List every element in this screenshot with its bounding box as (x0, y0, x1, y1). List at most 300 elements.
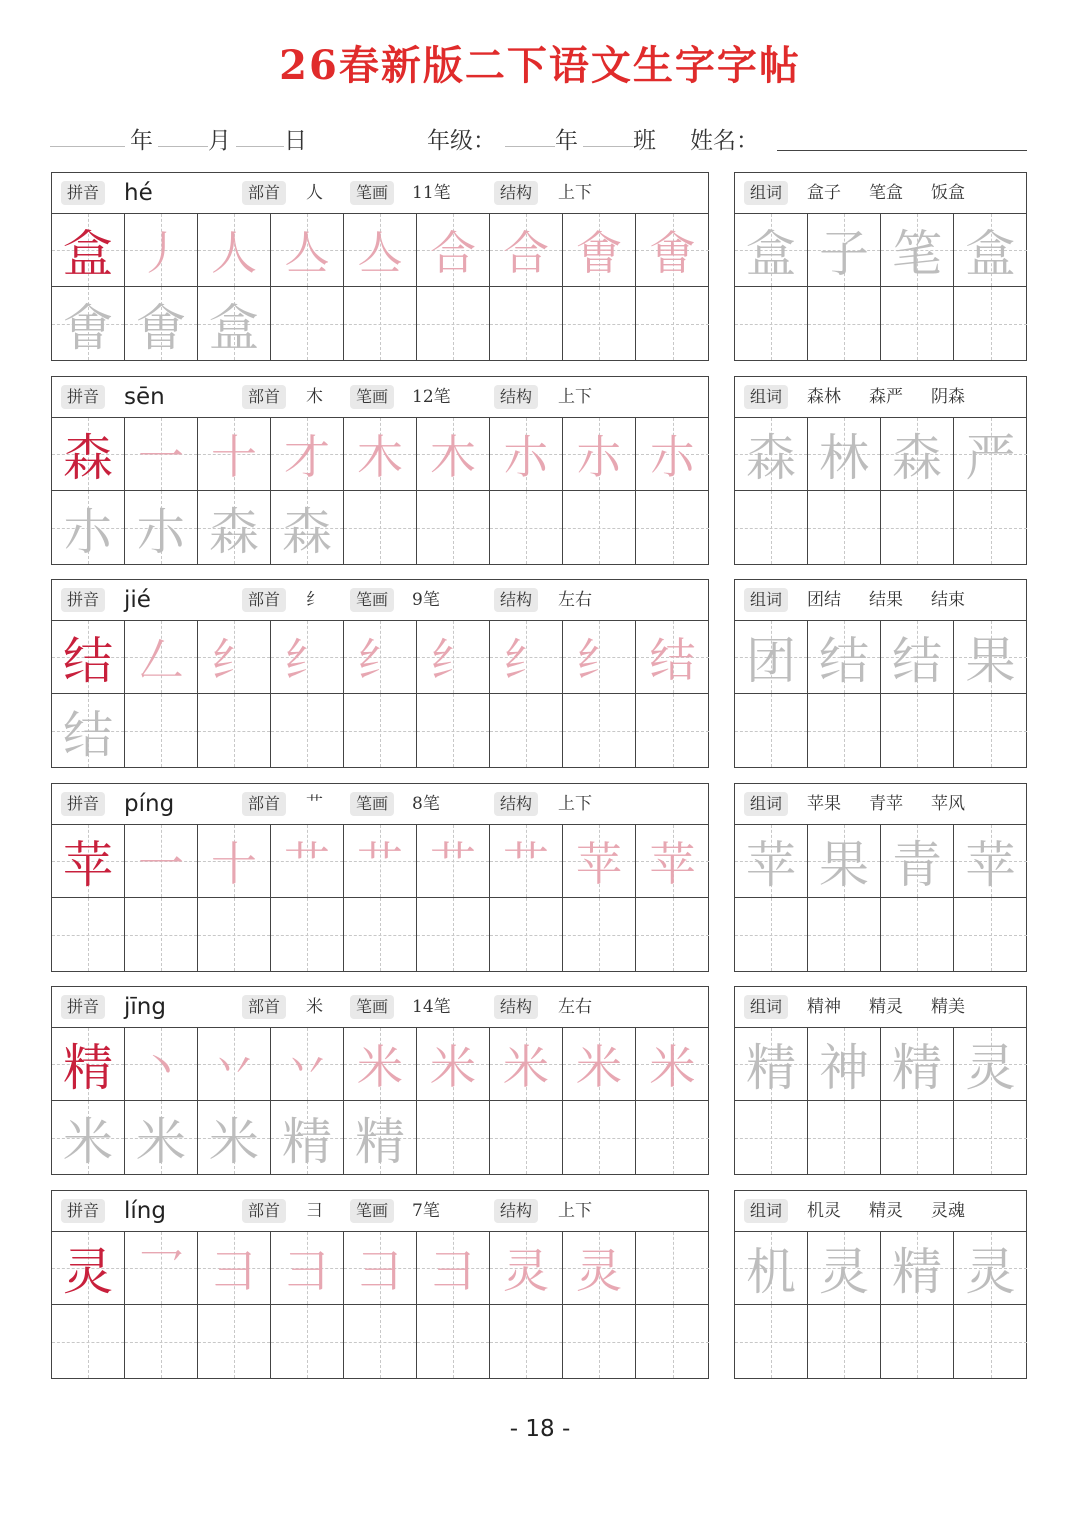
structure-value: 左右 (558, 997, 592, 1017)
writing-cell[interactable] (52, 694, 125, 767)
cell-char: 森 (63, 429, 113, 487)
word-writing-cell[interactable] (735, 694, 808, 767)
word-writing-cell[interactable] (954, 287, 1027, 360)
writing-cell[interactable] (271, 694, 344, 767)
word-writing-cell[interactable] (881, 1232, 954, 1305)
writing-cell[interactable] (271, 1232, 344, 1305)
structure-value: 上下 (558, 794, 592, 814)
writing-cell[interactable] (490, 418, 563, 491)
writing-cell[interactable] (417, 491, 490, 564)
char-info-header (52, 173, 708, 214)
writing-cell[interactable] (271, 1101, 344, 1174)
cell-char: 彐 (357, 1244, 403, 1298)
model-char-cell[interactable] (52, 1028, 125, 1101)
word-writing-cell[interactable] (881, 491, 954, 564)
writing-cell[interactable] (636, 1101, 709, 1174)
writing-cell[interactable] (271, 898, 344, 971)
year-label: 年 (130, 128, 153, 154)
word-writing-cell[interactable] (808, 214, 881, 287)
cell-char: 灵 (503, 1244, 549, 1298)
writing-cell[interactable] (52, 1101, 125, 1174)
cell-char: 丿 (138, 226, 184, 280)
strokes-label: 笔画 (350, 995, 394, 1019)
tian-grid (52, 825, 709, 971)
cell-char: 艹 (430, 837, 476, 891)
page-number: - 18 - (509, 1416, 571, 1442)
writing-cell[interactable] (417, 825, 490, 898)
word-writing-cell[interactable] (881, 1305, 954, 1378)
writing-cell[interactable] (198, 694, 271, 767)
word-writing-cell[interactable] (735, 1232, 808, 1305)
strokes-value: 8笔 (412, 794, 440, 814)
char-info-header (52, 377, 708, 418)
word-practice-box (734, 783, 1027, 972)
word-grid (735, 621, 1027, 767)
writing-cell[interactable] (125, 418, 198, 491)
writing-cell[interactable] (344, 1232, 417, 1305)
cell-char: 米 (209, 1112, 259, 1171)
strokes-label: 笔画 (350, 588, 394, 612)
cell-char: 盒 (746, 225, 796, 283)
word-writing-cell[interactable] (735, 214, 808, 287)
radical-label: 部首 (242, 181, 286, 205)
cell-char: 合 (503, 226, 549, 280)
writing-cell[interactable] (125, 621, 198, 694)
word-writing-cell[interactable] (954, 491, 1027, 564)
strokes-value: 12笔 (412, 387, 451, 407)
word-writing-cell[interactable] (954, 1028, 1027, 1101)
words-label: 组词 (744, 385, 788, 409)
strokes-value: 14笔 (412, 997, 451, 1017)
writing-cell[interactable] (636, 214, 709, 287)
grade-blank[interactable] (505, 146, 555, 147)
writing-cell[interactable] (563, 1232, 636, 1305)
writing-cell[interactable] (271, 1305, 344, 1378)
writing-cell[interactable] (490, 214, 563, 287)
page-title: 26春新版二下语文生字字帖 (279, 42, 801, 89)
word-writing-cell[interactable] (808, 491, 881, 564)
word-writing-cell[interactable] (954, 214, 1027, 287)
structure-value: 左右 (558, 590, 592, 610)
char-block-4 (51, 783, 1027, 972)
cell-char: 艹 (503, 837, 549, 891)
writing-cell[interactable] (198, 287, 271, 360)
word-writing-cell[interactable] (954, 825, 1027, 898)
cell-char: 团 (746, 632, 796, 690)
word-writing-cell[interactable] (954, 694, 1027, 767)
word-item: 森林 (807, 387, 841, 407)
word-writing-cell[interactable] (735, 1101, 808, 1174)
writing-cell[interactable] (271, 287, 344, 360)
word-writing-cell[interactable] (808, 1028, 881, 1101)
word-writing-cell[interactable] (808, 825, 881, 898)
cell-char: 朩 (503, 430, 549, 484)
cell-char: 亼 (357, 226, 403, 280)
words-label: 组词 (744, 995, 788, 1019)
word-writing-cell[interactable] (881, 621, 954, 694)
writing-cell[interactable] (271, 214, 344, 287)
strokes-label: 笔画 (350, 181, 394, 205)
cell-char: 精 (892, 1243, 942, 1301)
word-writing-cell[interactable] (954, 418, 1027, 491)
writing-cell[interactable] (125, 1232, 198, 1305)
writing-cell[interactable] (344, 214, 417, 287)
stroke-practice-box (51, 783, 709, 972)
writing-cell[interactable] (490, 287, 563, 360)
word-item: 苹果 (807, 794, 841, 814)
cell-char: 朩 (649, 430, 696, 484)
writing-cell[interactable] (563, 898, 636, 971)
cell-char: 朩 (63, 502, 113, 561)
writing-cell[interactable] (636, 491, 709, 564)
cell-char: 严 (965, 429, 1016, 487)
writing-cell[interactable] (417, 1232, 490, 1305)
radical-label: 部首 (242, 792, 286, 816)
writing-cell[interactable] (52, 491, 125, 564)
writing-cell[interactable] (417, 621, 490, 694)
word-writing-cell[interactable] (954, 1305, 1027, 1378)
writing-cell[interactable] (636, 694, 709, 767)
word-writing-cell[interactable] (808, 287, 881, 360)
word-writing-cell[interactable] (808, 1101, 881, 1174)
model-char-cell[interactable] (52, 825, 125, 898)
writing-cell[interactable] (271, 418, 344, 491)
cell-char: 森 (282, 502, 332, 561)
word-writing-cell[interactable] (881, 418, 954, 491)
structure-label: 结构 (494, 181, 538, 205)
cell-char: 纟 (211, 633, 257, 687)
model-char-cell[interactable] (52, 1232, 125, 1305)
writing-cell[interactable] (344, 287, 417, 360)
writing-cell[interactable] (271, 825, 344, 898)
year-blank[interactable] (50, 146, 125, 147)
word-writing-cell[interactable] (954, 621, 1027, 694)
writing-cell[interactable] (198, 1232, 271, 1305)
cell-char: 精 (892, 1039, 942, 1097)
model-char-cell[interactable] (52, 621, 125, 694)
writing-cell[interactable] (344, 491, 417, 564)
writing-cell[interactable] (490, 1305, 563, 1378)
cell-char: 结 (649, 633, 696, 687)
info-row (50, 118, 1030, 158)
word-writing-cell[interactable] (881, 1101, 954, 1174)
class-blank[interactable] (583, 146, 633, 147)
model-char-cell[interactable] (52, 418, 125, 491)
writing-cell[interactable] (198, 1305, 271, 1378)
cell-char: 盒 (63, 225, 113, 283)
word-writing-cell[interactable] (735, 287, 808, 360)
char-block-1 (51, 172, 1027, 361)
word-writing-cell[interactable] (808, 621, 881, 694)
writing-cell[interactable] (125, 214, 198, 287)
word-item: 结束 (931, 590, 965, 610)
cell-char: 米 (136, 1112, 186, 1171)
cell-char: 灵 (576, 1244, 622, 1298)
writing-cell[interactable] (490, 898, 563, 971)
writing-cell[interactable] (125, 1305, 198, 1378)
cell-char: 彐 (211, 1244, 257, 1298)
writing-cell[interactable] (344, 621, 417, 694)
word-item: 盒子 (807, 183, 841, 203)
word-writing-cell[interactable] (881, 694, 954, 767)
grade-year-label: 年 (555, 128, 578, 154)
char-info-header (52, 1191, 708, 1232)
writing-cell[interactable] (125, 1028, 198, 1101)
cell-char: 机 (746, 1243, 796, 1301)
writing-cell[interactable] (490, 825, 563, 898)
writing-cell[interactable] (490, 1101, 563, 1174)
word-writing-cell[interactable] (954, 1101, 1027, 1174)
char-info-header (52, 580, 708, 621)
radical-value: 艹 (306, 794, 323, 814)
writing-cell[interactable] (271, 1028, 344, 1101)
cell-char: 木 (430, 430, 476, 484)
words-label: 组词 (744, 1199, 788, 1223)
cell-char: 纟 (576, 633, 622, 687)
structure-value: 上下 (558, 1201, 592, 1221)
name-label: 姓名： (690, 128, 759, 154)
writing-cell[interactable] (563, 825, 636, 898)
cell-char: 㑹 (576, 226, 622, 280)
class-label: 班 (633, 128, 656, 154)
words-header (735, 1191, 1026, 1232)
writing-cell[interactable] (636, 418, 709, 491)
word-writing-cell[interactable] (881, 825, 954, 898)
cell-char: 子 (819, 225, 869, 283)
writing-cell[interactable] (417, 898, 490, 971)
writing-cell[interactable] (490, 1028, 563, 1101)
writing-cell[interactable] (125, 287, 198, 360)
cell-char: 合 (430, 226, 476, 280)
structure-value: 上下 (558, 183, 592, 203)
writing-cell[interactable] (563, 287, 636, 360)
writing-cell[interactable] (563, 491, 636, 564)
writing-cell[interactable] (125, 825, 198, 898)
structure-label: 结构 (494, 385, 538, 409)
strokes-label: 笔画 (350, 792, 394, 816)
radical-label: 部首 (242, 1199, 286, 1223)
writing-cell[interactable] (125, 491, 198, 564)
char-block-2 (51, 376, 1027, 565)
cell-char: 亼 (284, 226, 330, 280)
writing-cell[interactable] (563, 1305, 636, 1378)
cell-char: 丶 (138, 1040, 184, 1094)
cell-char: 米 (430, 1040, 476, 1094)
radical-label: 部首 (242, 588, 286, 612)
writing-cell[interactable] (344, 825, 417, 898)
cell-char: 森 (746, 429, 796, 487)
cell-char: 青 (892, 836, 942, 894)
cell-char: 彐 (284, 1244, 330, 1298)
writing-cell[interactable] (344, 1101, 417, 1174)
day-blank[interactable] (236, 146, 284, 147)
writing-cell[interactable] (490, 694, 563, 767)
char-block-3 (51, 579, 1027, 768)
cell-char: 艹 (284, 837, 330, 891)
writing-cell[interactable] (344, 418, 417, 491)
cell-char: 朩 (136, 502, 186, 561)
word-item: 笔盒 (869, 183, 903, 203)
radical-value: 彐 (306, 1201, 323, 1221)
name-blank[interactable] (777, 150, 1027, 151)
model-char-cell[interactable] (52, 214, 125, 287)
writing-cell[interactable] (636, 898, 709, 971)
writing-cell[interactable] (198, 621, 271, 694)
cell-char: 森 (892, 429, 942, 487)
words-label: 组词 (744, 792, 788, 816)
word-item: 森严 (869, 387, 903, 407)
pinyin-value: líng (124, 1198, 166, 1224)
cell-char: 纟 (357, 633, 403, 687)
writing-cell[interactable] (344, 1305, 417, 1378)
cell-char: 笔 (892, 225, 942, 283)
word-item: 青苹 (869, 794, 903, 814)
writing-cell[interactable] (198, 825, 271, 898)
writing-cell[interactable] (52, 287, 125, 360)
writing-cell[interactable] (344, 1028, 417, 1101)
writing-cell[interactable] (490, 1232, 563, 1305)
cell-char: 苹 (576, 837, 622, 891)
radical-label: 部首 (242, 385, 286, 409)
writing-cell[interactable] (563, 214, 636, 287)
writing-cell[interactable] (563, 418, 636, 491)
cell-char: 精 (746, 1039, 796, 1097)
pinyin-label: 拼音 (61, 385, 105, 409)
structure-label: 结构 (494, 1199, 538, 1223)
writing-cell[interactable] (271, 621, 344, 694)
writing-cell[interactable] (198, 1028, 271, 1101)
word-writing-cell[interactable] (881, 898, 954, 971)
cell-char: 朩 (576, 430, 622, 484)
word-writing-cell[interactable] (808, 1232, 881, 1305)
writing-cell[interactable] (563, 1101, 636, 1174)
word-writing-cell[interactable] (954, 898, 1027, 971)
word-writing-cell[interactable] (808, 1305, 881, 1378)
word-writing-cell[interactable] (881, 287, 954, 360)
cell-char: 结 (63, 632, 113, 690)
word-writing-cell[interactable] (881, 1028, 954, 1101)
stroke-practice-box (51, 376, 709, 565)
word-writing-cell[interactable] (808, 898, 881, 971)
word-item: 苹风 (931, 794, 965, 814)
writing-cell[interactable] (636, 621, 709, 694)
writing-cell[interactable] (636, 1232, 709, 1305)
pinyin-label: 拼音 (61, 588, 105, 612)
writing-cell[interactable] (52, 898, 125, 971)
cell-char: 米 (503, 1040, 549, 1094)
writing-cell[interactable] (198, 418, 271, 491)
word-writing-cell[interactable] (735, 1305, 808, 1378)
cell-char: 㑹 (136, 298, 186, 357)
writing-cell[interactable] (417, 1101, 490, 1174)
cell-char: 十 (211, 430, 257, 484)
writing-cell[interactable] (125, 898, 198, 971)
writing-cell[interactable] (417, 1028, 490, 1101)
word-practice-box (734, 376, 1027, 565)
word-grid (735, 418, 1027, 564)
word-item: 精灵 (869, 1201, 903, 1221)
word-writing-cell[interactable] (954, 1232, 1027, 1305)
writing-cell[interactable] (417, 287, 490, 360)
writing-cell[interactable] (198, 214, 271, 287)
word-writing-cell[interactable] (735, 491, 808, 564)
word-grid (735, 214, 1027, 360)
writing-cell[interactable] (563, 621, 636, 694)
writing-cell[interactable] (417, 1305, 490, 1378)
word-writing-cell[interactable] (881, 214, 954, 287)
word-writing-cell[interactable] (735, 825, 808, 898)
word-writing-cell[interactable] (735, 1028, 808, 1101)
word-writing-cell[interactable] (808, 418, 881, 491)
writing-cell[interactable] (271, 491, 344, 564)
word-writing-cell[interactable] (735, 418, 808, 491)
writing-cell[interactable] (636, 1028, 709, 1101)
writing-cell[interactable] (52, 1305, 125, 1378)
writing-cell[interactable] (636, 825, 709, 898)
cell-char: 林 (819, 429, 869, 487)
words-label: 组词 (744, 181, 788, 205)
cell-char: 苹 (965, 836, 1016, 894)
cell-char: 纟 (284, 633, 330, 687)
word-writing-cell[interactable] (735, 621, 808, 694)
pinyin-value: sēn (124, 384, 165, 410)
word-writing-cell[interactable] (735, 898, 808, 971)
cell-char: 𠃋 (138, 633, 184, 687)
cell-char: 米 (576, 1040, 622, 1094)
writing-cell[interactable] (636, 1305, 709, 1378)
writing-cell[interactable] (490, 621, 563, 694)
writing-cell[interactable] (563, 694, 636, 767)
radical-value: 人 (306, 183, 323, 203)
cell-char: 人 (211, 226, 257, 280)
writing-cell[interactable] (198, 898, 271, 971)
writing-cell[interactable] (417, 694, 490, 767)
cell-char: 㑹 (63, 298, 113, 357)
cell-char: 神 (819, 1039, 869, 1097)
cell-char: 彐 (430, 1244, 476, 1298)
writing-cell[interactable] (344, 694, 417, 767)
writing-cell[interactable] (125, 1101, 198, 1174)
cell-char: 盒 (209, 298, 259, 357)
structure-label: 结构 (494, 995, 538, 1019)
writing-cell[interactable] (563, 1028, 636, 1101)
writing-cell[interactable] (344, 898, 417, 971)
tian-grid (52, 621, 709, 767)
cell-char: 盒 (965, 225, 1016, 283)
word-writing-cell[interactable] (808, 694, 881, 767)
pinyin-label: 拼音 (61, 181, 105, 205)
stroke-practice-box (51, 986, 709, 1175)
cell-char: 苹 (746, 836, 796, 894)
cell-char: 十 (211, 837, 257, 891)
char-block-5 (51, 986, 1027, 1175)
writing-cell[interactable] (198, 1101, 271, 1174)
writing-cell[interactable] (417, 418, 490, 491)
writing-cell[interactable] (636, 287, 709, 360)
cell-char: 结 (819, 632, 869, 690)
cell-char: 米 (63, 1112, 113, 1171)
strokes-value: 9笔 (412, 590, 440, 610)
grade-label: 年级： (427, 128, 496, 154)
strokes-label: 笔画 (350, 385, 394, 409)
month-blank[interactable] (158, 146, 208, 147)
word-item: 阴森 (931, 387, 965, 407)
writing-cell[interactable] (417, 214, 490, 287)
writing-cell[interactable] (125, 694, 198, 767)
word-item: 团结 (807, 590, 841, 610)
writing-cell[interactable] (198, 491, 271, 564)
writing-cell[interactable] (490, 491, 563, 564)
